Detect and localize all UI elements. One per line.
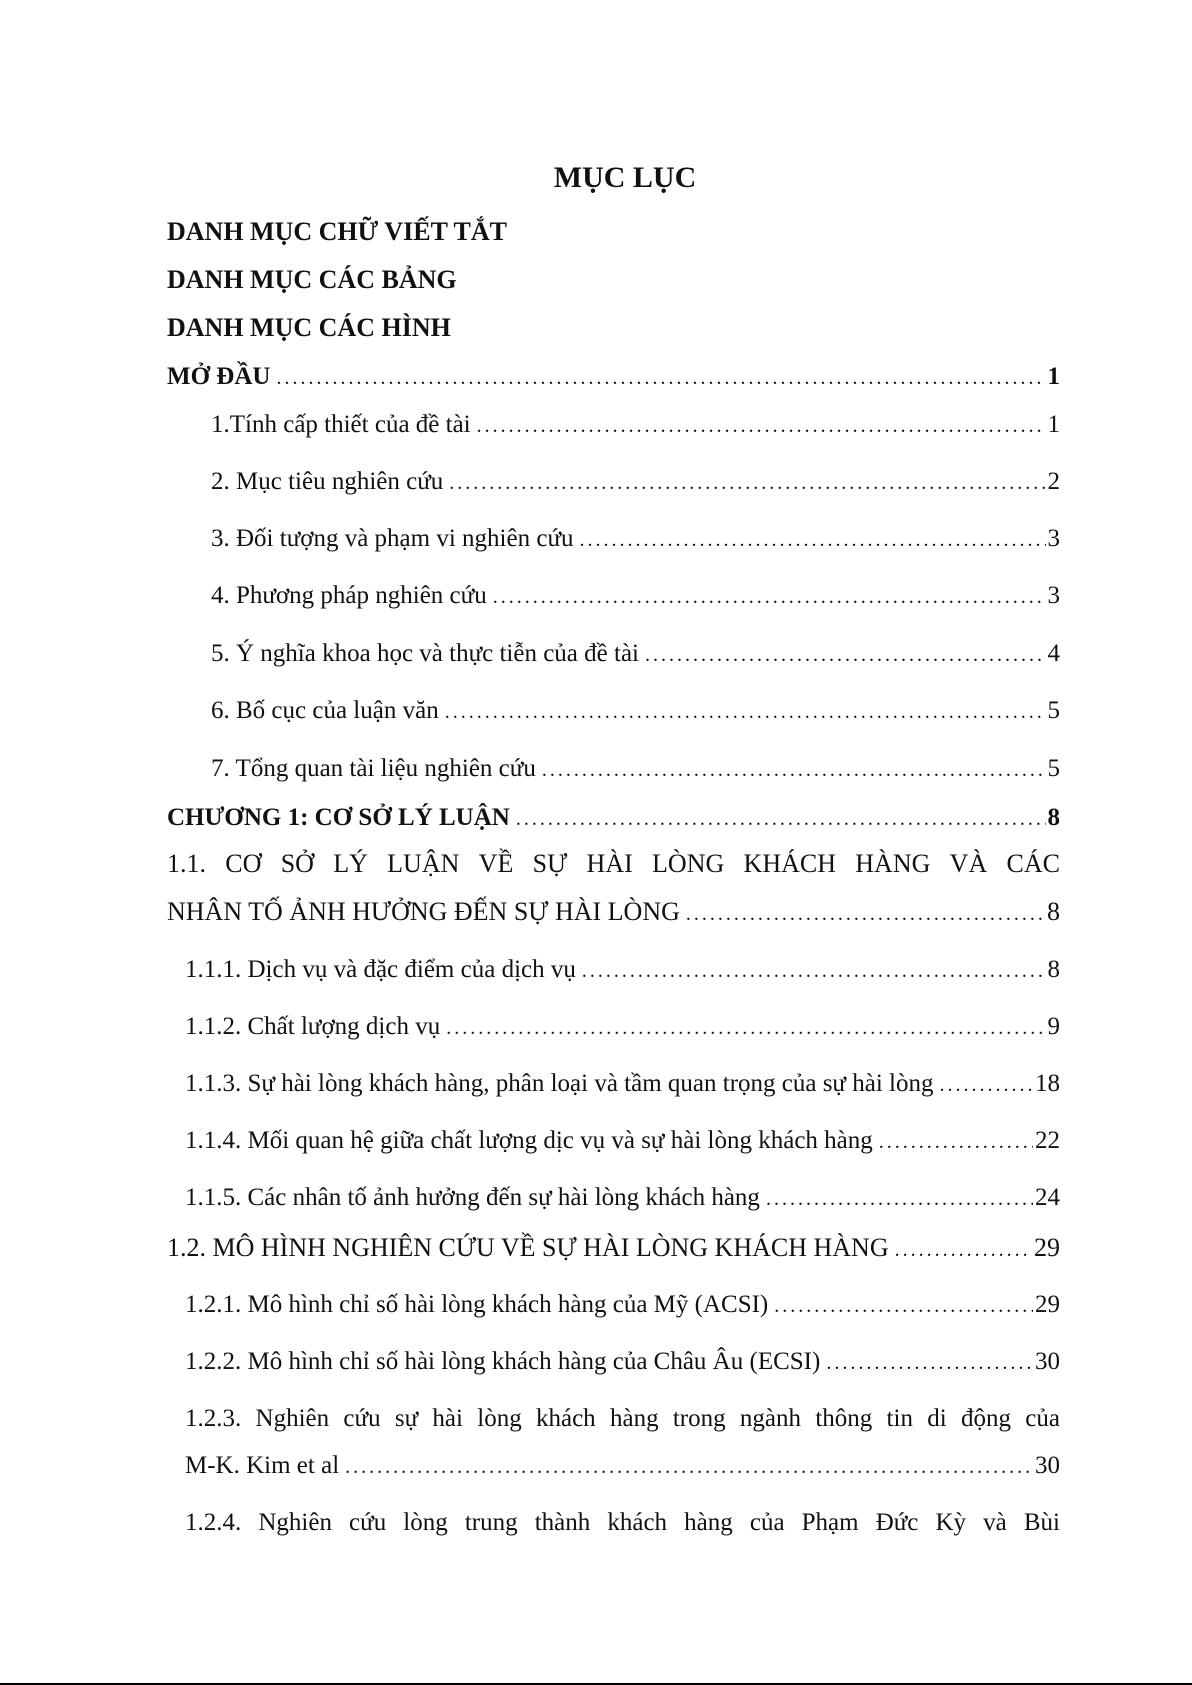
toc-entry-page: 30 [1035, 1452, 1060, 1479]
toc-entry[interactable] [185, 1067, 1060, 1102]
toc-entry[interactable] [211, 408, 1060, 443]
toc-entry[interactable] [211, 465, 1060, 500]
toc-entry-text: 1.2.2. Mô hình chỉ số hài lòng khách hàng của Châu Âu (ECSI) [185, 1348, 821, 1375]
toc-leader [445, 694, 1046, 729]
toc-leader [345, 1449, 1033, 1484]
toc-entry-text: 1.Tính cấp thiết của đề tài [211, 411, 471, 438]
toc-entry-page: 29 [1034, 1233, 1060, 1262]
toc-entry-text: 3. Đối tượng và phạm vi nghiên cứu [211, 525, 574, 552]
toc-entry-text: 1.2. MÔ HÌNH NGHIÊN CỨU VỀ SỰ HÀI LÒNG KHÁCH HÀNG [167, 1233, 889, 1262]
toc-entry-text: 6. Bố cục của luận văn [211, 697, 439, 724]
toc-leader [477, 408, 1046, 443]
toc-entry[interactable] [211, 694, 1060, 729]
toc-entry-page: 5 [1047, 697, 1060, 724]
page-title: MỤC LỤC [553, 161, 697, 194]
toc-entry-page: 1 [1047, 411, 1060, 438]
toc-entry-page: 9 [1047, 1013, 1060, 1040]
toc-entry-page: 29 [1035, 1291, 1060, 1318]
toc-entry-page: 3 [1047, 582, 1060, 609]
toc-leader [686, 895, 1045, 931]
toc-entry[interactable] [167, 360, 1060, 395]
toc-entry-text: M-K. Kim et al [185, 1452, 340, 1479]
toc-entry-line1[interactable]: 1.2.4. Nghiên cứu lòng trung thành khách hàng của Phạm Đức Kỳ và Bùi [185, 1509, 1060, 1536]
toc-entry-page: 8 [1047, 897, 1060, 926]
toc-entry-text: MỞ ĐẦU [167, 363, 271, 390]
toc-leader [446, 1010, 1045, 1045]
toc-leader [895, 1231, 1032, 1267]
toc-leader [879, 1124, 1033, 1159]
toc-entry-text: 1.1.2. Chất lượng dịch vụ [185, 1013, 441, 1040]
toc-entry[interactable] [185, 1449, 1060, 1484]
toc-leader [939, 1067, 1033, 1102]
toc-leader [276, 360, 1045, 395]
toc-entry[interactable] [211, 637, 1060, 672]
toc-entry[interactable] [185, 1010, 1060, 1045]
toc-entry[interactable] [211, 579, 1060, 614]
toc-leader [449, 465, 1045, 500]
toc-entry[interactable] [211, 752, 1060, 787]
toc-entry-text: 5. Ý nghĩa khoa học và thực tiễn của đề tài [211, 640, 639, 667]
toc-leader [774, 1288, 1033, 1323]
toc-leader [493, 579, 1046, 614]
toc-entry-page: 18 [1035, 1070, 1060, 1097]
toc-entry-text: 1.1.5. Các nhân tố ảnh hưởng đến sự hài lòng khách hàng [185, 1184, 760, 1211]
toc-entry-page: 24 [1035, 1184, 1060, 1211]
toc-leader [645, 637, 1046, 672]
toc-leader [542, 752, 1046, 787]
toc-entry-text: 7. Tổng quan tài liệu nghiên cứu [211, 755, 536, 782]
toc-entry[interactable] [185, 1345, 1060, 1380]
toc-entry-text: 1.1.3. Sự hài lòng khách hàng, phân loại và tầm quan trọng của sự hài lòng [185, 1070, 934, 1097]
toc-entry-text: 1.1.4. Mối quan hệ giữa chất lượng dịc vụ và sự hài lòng khách hàng [185, 1127, 873, 1154]
toc-entry-text: 2. Mục tiêu nghiên cứu [211, 468, 444, 495]
toc-leader [582, 953, 1046, 988]
toc-entry-text: CHƯƠNG 1: CƠ SỞ LÝ LUẬN [167, 804, 510, 831]
toc-entry-text: 4. Phương pháp nghiên cứu [211, 582, 487, 609]
toc-entry[interactable] [167, 1231, 1060, 1267]
toc-leader [766, 1181, 1033, 1216]
toc-entry[interactable] [185, 953, 1060, 988]
toc-entry-text: NHÂN TỐ ẢNH HƯỞNG ĐẾN SỰ HÀI LÒNG [167, 897, 680, 926]
toc-entry-text: 1.2.1. Mô hình chỉ số hài lòng khách hàng của Mỹ (ACSI) [185, 1291, 769, 1318]
toc-entry-page: 8 [1047, 956, 1060, 983]
toc-entry-page: 8 [1047, 804, 1060, 831]
toc-entry[interactable] [211, 522, 1060, 557]
toc-heading-abbreviations[interactable]: DANH MỤC CHỮ VIẾT TẮT [167, 217, 507, 246]
toc-entry[interactable] [185, 1181, 1060, 1216]
toc-entry-line1[interactable]: 1.2.3. Nghiên cứu sự hài lòng khách hàng trong ngành thông tin di động của [185, 1405, 1060, 1432]
toc-entry[interactable] [167, 895, 1060, 931]
toc-entry-page: 4 [1047, 640, 1060, 667]
toc-leader [580, 522, 1046, 557]
toc-heading-tables[interactable]: DANH MỤC CÁC BẢNG [167, 265, 457, 294]
toc-entry-page: 3 [1047, 525, 1060, 552]
toc-entry-page: 2 [1047, 468, 1060, 495]
toc-entry-page: 22 [1035, 1127, 1060, 1154]
toc-chapter-entry[interactable] [167, 801, 1060, 836]
toc-heading-figures[interactable]: DANH MỤC CÁC HÌNH [167, 313, 451, 342]
toc-leader [826, 1345, 1033, 1380]
toc-entry-page: 5 [1047, 755, 1060, 782]
toc-leader [516, 801, 1046, 836]
toc-entry-line1[interactable]: 1.1. CƠ SỞ LÝ LUẬN VỀ SỰ HÀI LÒNG KHÁCH HÀNG VÀ CÁC [167, 849, 1060, 878]
toc-entry-text: 1.1.1. Dịch vụ và đặc điểm của dịch vụ [185, 956, 576, 983]
toc-entry-page: 1 [1047, 363, 1060, 390]
toc-entry-page: 30 [1035, 1348, 1060, 1375]
toc-entry[interactable] [185, 1288, 1060, 1323]
toc-entry[interactable] [185, 1124, 1060, 1159]
